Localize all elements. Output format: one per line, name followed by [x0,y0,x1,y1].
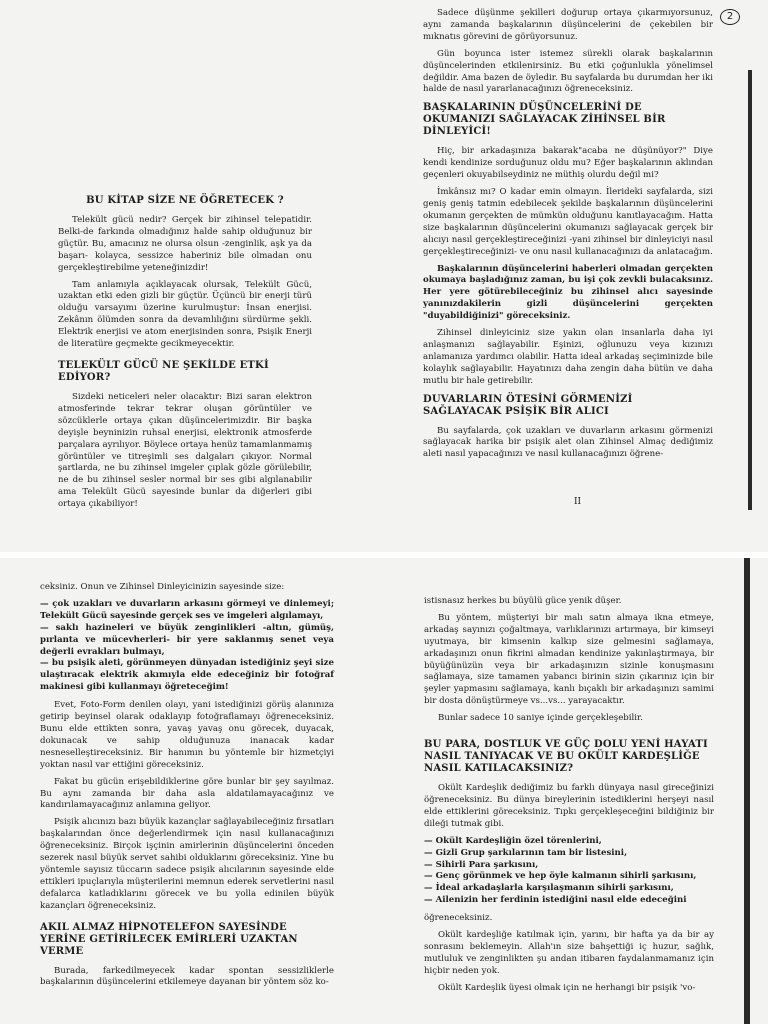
paragraph: Okült Kardeşlik üyesi olmak için ne herhangi bir psişik 'vo- [438,982,696,993]
paragraph: Sizdeki neticeleri neler olacaktır: Bizi saran elektron atmosferinde tekrar tekrar oluşan görüntüler ve sözcüklerle ortaya çıkan düşüncelerimizdir. Bir başka deyişle beyninizin ruhsal enerjisi, elektronik atmosferde parçalara ayrılıyor. Böylece ortaya henüz tamamlanmamış görüntüler ve titreşimli ses dalgaları çıkıyor. Normal şartlarda, ne bu zihinsel imgeler çıplak gözle görülebilir, ne de bu zihinsel sesler normal bir ses gibi algılanabilir ama Telekült Gücü sayesinde bunlar da diğerleri gibi ortaya çıkabiliyor! [58,391,312,510]
bullet-item: — İdeal arkadaşlarla karşılaşmanın sihirli şarkısını, [424,883,674,894]
bullet-item: — Ailenizin her ferdinin istediğini nasıl elde edeceğini [424,895,687,906]
section-heading: BU PARA, DOSTLUK VE GÜÇ DOLU YENİ HAYATI NASIL TANIYACAK VE BU OKÜLT KARDEŞLİĞE NASIL KATILACAKSINIZ? [424,739,708,775]
paragraph: Okült kardeşliğe katılmak için, yarını, bir hafta ya da bir ay sonrasını beklemeyin. Allah'ın size bahşettiği iç huzur, sağlık, mutluluk ve zenginlikten şu andan itibaren faydalanmamanız için hiçbir neden yok. [424,930,714,976]
top-right-column [423,8,713,466]
paragraph-bold: Başkalarının düşüncelerini haberleri olmadan gerçekten okumaya başladığınız zaman, bu işi çok zevkli bulacaksınız. Her yere götürebileceğiniz bu zihinsel alıcı sayesinde yanınızdakilerin gizli düşüncelerini gerçekten "duyabildiğinizi" göreceksiniz. [423,263,713,322]
paragraph: Fakat bu gücün erişebildiklerine göre bunlar bir şey sayılmaz. Bu aynı zamanda bir daha asla aldatılamayacağınız ve kandırılamayacağınız anlamına geliyor. [40,776,334,811]
paragraph: Sadece düşünme şekilleri doğurup ortaya çıkarmıyorsunuz, aynı zamanda başkalarının düşüncelerini de çekebilen bir mıknatıs görevini de görüyorsunuz. [423,8,713,42]
bullet-list [40,599,334,694]
bullet-item: — saklı hazineleri ve büyük zenginlikleri -altın, gümüş, pırlanta ve mücevherleri- bir yere saklanmış senet veya değerli evrakları bulmayı, [40,622,334,657]
bottom-right-column [424,596,714,1000]
section-heading: TELEKÜLT GÜCÜ NE ŞEKİLDE ETKİ EDİYOR? [58,359,269,383]
scan-edge-shadow [748,70,752,510]
paragraph: Burada, farkedilmeyecek kadar spontan sessizliklerle başkalarının düşüncelerini etkilemeye dayanan bir yöntem söz ko- [40,965,334,988]
section-heading: BAŞKALARININ DÜŞÜNCELERİNİ DE OKUMANIZI SAĞLAYACAK ZİHİNSEL BİR DİNLEYİCİ! [423,102,666,138]
paragraph: Psişik alıcınızı bazı büyük kazançlar sağlayabileceğiniz fırsatları başkalarından önce değerlendirmek için nasıl kullanacağınızı öğreneceksiniz. Birçok işçinin amirlerinin düşüncelerini önceden sezerek nasıl büyük servet sahibi olduklarını göreceksiniz. Yine bu yöntemle sayısız tüccarın sadece psişik alıcılarının sayesinde elde ettikleri ipuçlarıyla müşterilerini memnun ederek servetlerini nasıl defalarca katladıklarını görecek ve bu yolla edinilen büyük kazançları öğreneceksiniz. [40,817,334,911]
page-number: II [574,497,582,507]
bottom-book-page-spread [0,558,768,1024]
paragraph: Evet, Foto-Form denilen olayı, yani istediğinizi görüş alanınıza getirip beyinsel olarak odaklayıp fotoğraflamayı öğreneceksiniz. Bunu elde ettikten sonra, yavaş yavaş onu görecek, duyacak, dokunacak ve sahip olduğunuza inanacak kadar nesneselleştireceksiniz. Bir hanımın bu yöntemle bir hizmetçiyi yoktan nasıl var ettiğini göreceksiniz. [40,700,334,770]
paragraph: Telekült gücü nedir? Gerçek bir zihinsel telepatidir. Belki-de farkında olmadığınız halde sahip olduğunuz bir güçtür. Bu, amacınız ne olursa olsun -zenginlik, aşk ya da başarı- kolayca, sessizce haberiniz bile olmadan onu gerçekleştirebilme yeteneğinizdir! [58,215,312,273]
paragraph: Bu yöntem, müşteriyi bir malı satın almaya ikna etmeye, arkadaş sayınızı çoğaltmaya, varlıklarınızı artırmaya, bir kimseyi uyutmaya, bir kimsenin kalkıp size gelmesini sağlamaya, arkadaşınızı onun fikrini almadan kendinize yakınlaştırmaya, bir büyüğünüzün veya bir arkadaşınızın sizinle konuşmasını sağlamaya, size tamamen yabancı birinin sizin çıkarınız için bir şeyler yapmasını sağlamaya, kanlı bıçaklı bir arkadaşınızı samimi bir dosta dönüştürmeye vs...vs... yarayacaktır. [424,612,714,707]
paragraph: öğreneceksiniz. [424,913,493,924]
section-heading: AKIL ALMAZ HİPNOTELEFON SAYESİNDE YERİNE GETİRİLECEK EMİRLERİ UZAKTAN VERME [40,921,298,957]
paragraph: istisnasız herkes bu büyülü güce yenik düşer. [424,596,622,606]
paragraph: Gün boyunca ister istemez sürekli olarak başkalarının düşüncelerinden etkilenirsiniz. Bu etki çoğunlukla yönelimsel değildir. Ama bazen de öyledir. Bu sayfalarda bu durumdan her iki halde de nasıl yararlanacağınızı öğreneceksiniz. [423,48,713,95]
paragraph: Tam anlamıyla açıklayacak olursak, Telekült Gücü, uzaktan etki eden gizli bir güçtür. Üçüncü bir enerji türü olduğu varsayımı üzerine kurulmuştur: İnsan enerjisi. Zekânın ölümden sonra da devamlılığını sürdürme şekli. Elektrik enerjisi ve atom enerjisinden sonra, Psişik Enerji de literatüre geçmekte gecikmeyecektir. [58,279,312,350]
bullet-item: — çok uzakları ve duvarların arkasını görmeyi ve dinlemeyi; Telekült Gücü sayesinde gerçek ses ve imgeleri algılamayı, [40,598,334,621]
scan-edge-shadow [744,558,750,1024]
bullet-item: — Sihirli Para şarkısını, [424,859,539,870]
paragraph: Hiç, bir arkadaşınıza bakarak"acaba ne düşünüyor?" Diye kendi kendinize sorduğunuz oldu mu? Eğer başkalarının aklından geçenleri okuyabilseydiniz ne müthiş olurdu değil mi? [423,146,713,181]
section-heading: BU KİTAP SİZE NE ÖĞRETECEK ? [86,195,284,206]
paragraph: Bunlar sadece 10 saniye içinde gerçekleşebilir. [438,713,643,724]
top-left-column [58,189,312,516]
paragraph: ceksiniz. Onun ve Zihinsel Dinleyicinizin sayesinde size: [40,582,285,592]
bullet-item: — bu psişik aleti, görünmeyen dünyadan istediğiniz şeyi size ulaştıracak elektrik akımıyla elde edeceğiniz bir fotoğraf makinesi gibi kullanmayı öğreteceğim! [40,658,334,693]
paragraph: İmkânsız mı? O kadar emin olmayın. İlerideki sayfalarda, sizi geniş geniş tatmin edebilecek şekilde başkalarının düşüncelerini okumanın gerçekten de mümkün olduğunu kanıtlayacağım. Hatta size başkalarının düşüncelerini okumanızı sağlayacak gerçek bir alıcıyı nasıl gerçekleştireceğinizi -yani zihinsel bir dinleyiciyi nasıl gerçekleştireceğinizi- ve onu nasıl kullanacağınızı da anlatacağım. [423,187,713,257]
paragraph: Zihinsel dinleyiciniz size yakın olan insanlarla daha iyi anlaşmanızı sağlayabilir. Eşinizi, oğlunuzu veya kızınızı anlamanıza yardımcı olabilir. Hatta ideal arkadaş seçiminizde bile kolaylık sağlayabilir. Hayatınızı daha zengin daha bütün ve daha mutlu bir hale getirebilir. [423,328,713,386]
bottom-left-column [40,582,334,994]
bullet-item: — Okült Kardeşliğin özel törenlerini, [424,835,602,846]
section-heading: DUVARLARIN ÖTESİNİ GÖRMENİZİ SAĞLAYACAK PSİŞİK BİR ALICI [423,393,633,417]
page-marker-circled: 2 [720,9,740,25]
bullet-item: — Genç görünmek ve hep öyle kalmanın sihirli şarkısını, [424,871,697,882]
bullet-list [424,836,714,907]
bullet-item: — Gizli Grup şarkılarının tam bir listesini, [424,847,628,858]
paragraph: Okült Kardeşlik dediğimiz bu farklı dünyaya nasıl gireceğinizi öğreneceksiniz. Bu dünya bireylerinin istediklerini herşeyi nasıl elde ettiklerini göreceksiniz. Tıpkı gerçekleşeceğini bildiğiniz bir dileği tutmak gibi. [424,783,714,829]
paragraph: Bu sayfalarda, çok uzakları ve duvarların arkasını görmenizi sağlayacak harika bir psişik alet olan Zihinsel Almaç dediğimiz aleti nasıl yapacağınızı ve nasıl kullanacağınızı öğrene- [423,425,713,460]
